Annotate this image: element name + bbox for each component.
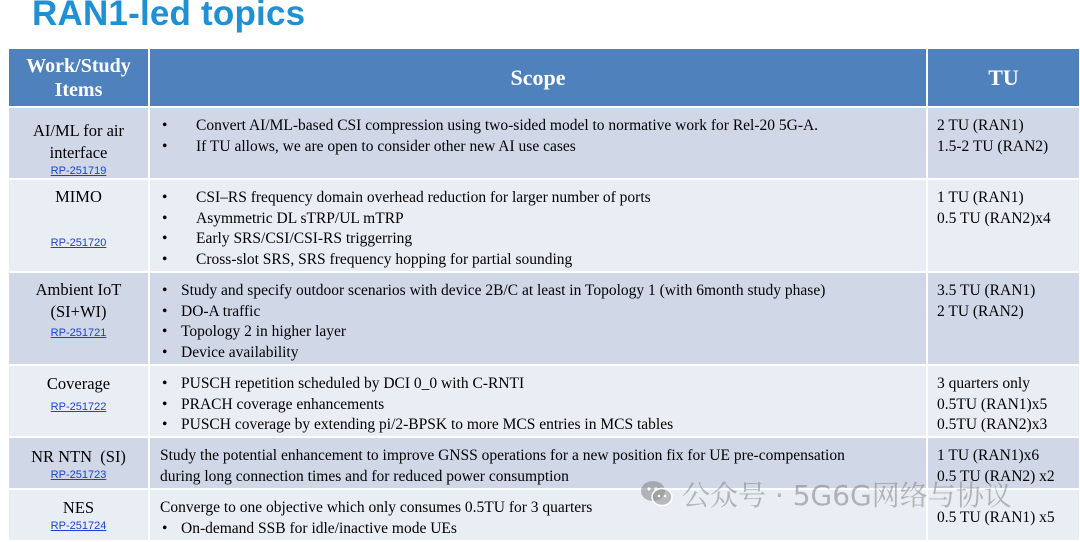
item-ref-link[interactable]: RP-251722 [50, 401, 107, 413]
scope-bullet: • PUSCH coverage by extending pi/2-BPSK to more MCS entries in MCS tables [160, 415, 920, 436]
scope-bullet: • If TU allows, we are open to consider other new AI use cases [160, 137, 920, 158]
scope-bullet: • Early SRS/CSI/CSI-RS triggerring [160, 229, 920, 250]
tu-value: 0.5TU (RAN1)x5 [937, 395, 1048, 413]
item-ref-link[interactable]: RP-251721 [50, 327, 107, 339]
watermark [640, 474, 1012, 514]
item-cell [8, 437, 149, 489]
tu-value: 0.5 TU (RAN1) x5 [937, 509, 1055, 526]
table-row [8, 179, 1080, 272]
item-ref-link[interactable]: RP-251720 [50, 237, 107, 249]
scope-cell [149, 107, 927, 179]
scope-bullet: • Topology 2 in higher layer [160, 322, 920, 343]
scope-bullet: • Cross-slot SRS, SRS frequency hopping for partial sounding [160, 250, 920, 271]
item-name: AI/ML for air interface [32, 121, 125, 162]
item-name: Coverage [46, 374, 111, 393]
scope-bullet: • DO-A traffic [160, 302, 920, 323]
tu-cell [927, 272, 1080, 365]
scope-bullet: • Study and specify outdoor scenarios with device 2B/C at least in Topology 1 (with 6month study phase) [160, 281, 920, 302]
ran1-topics-table [7, 47, 1080, 542]
scope-cell [149, 272, 927, 365]
scope-cell [149, 365, 927, 437]
scope-bullet: • PUSCH repetition scheduled by DCI 0_0 with C-RNTI [160, 374, 920, 395]
item-ref-link[interactable]: RP-251724 [50, 520, 107, 532]
scope-bullet: • Asymmetric DL sTRP/UL mTRP [160, 209, 920, 230]
table-header-row [8, 48, 1080, 107]
scope-bullet: • Convert AI/ML-based CSI compression using two-sided model to normative work for Rel-20 5G-A. [160, 116, 920, 137]
tu-value: 0.5 TU (RAN2) x2 [937, 467, 1055, 485]
tu-value: 1.5-2 TU (RAN2) [937, 137, 1049, 155]
scope-bullet: • PRACH coverage enhancements [160, 395, 920, 416]
tu-value: 0.5 TU (RAN2)x4 [937, 209, 1051, 227]
item-name: NES [62, 498, 95, 517]
item-name: MIMO [55, 187, 102, 206]
header-work-study-items: Work/Study Items [8, 48, 149, 107]
item-ref-link[interactable]: RP-251719 [50, 165, 107, 177]
tu-value: 0.5TU (RAN2)x3 [937, 416, 1048, 433]
item-cell [8, 272, 149, 365]
item-cell [8, 179, 149, 272]
scope-bullet: • On-demand SSB for idle/inactive mode UEs [160, 519, 920, 540]
scope-bullet: • CSI–RS frequency domain overhead reduction for larger number of ports [160, 188, 920, 209]
table-row [8, 107, 1080, 179]
wechat-icon [640, 479, 674, 509]
table-row [8, 365, 1080, 437]
tu-value: 2 TU (RAN2) [937, 302, 1024, 320]
tu-cell [927, 179, 1080, 272]
header-tu: TU [927, 48, 1080, 107]
item-ref-link[interactable]: RP-251723 [50, 469, 107, 481]
tu-value: 3.5 TU (RAN1) [937, 282, 1036, 299]
tu-value: 1 TU (RAN1)x6 [937, 447, 1040, 464]
item-name: Ambient IoT [35, 280, 122, 299]
item-cell [8, 365, 149, 437]
page-title: RAN1-led topics [32, 0, 306, 33]
item-name: (SI+WI) [50, 302, 107, 321]
item-name: NR NTN (SI) [31, 447, 126, 466]
scope-text: Converge to one objective which only consumes 0.5TU for 3 quarters [160, 499, 593, 516]
watermark-text: 公众号 · 5G6G网络与协议 [682, 479, 1012, 512]
scope-cell [149, 179, 927, 272]
tu-value: 2 TU (RAN1) [937, 117, 1024, 134]
item-cell [8, 489, 149, 541]
tu-cell [927, 107, 1080, 179]
scope-text: during long connection times and for reduced power consumption [160, 467, 569, 485]
table-row [8, 272, 1080, 365]
scope-text: Study the potential enhancement to improve GNSS operations for a new position fix for UE pre-compensation [160, 447, 845, 464]
header-scope: Scope [149, 48, 927, 107]
tu-cell [927, 365, 1080, 437]
tu-value: 1 TU (RAN1) [937, 189, 1024, 206]
item-cell [8, 107, 149, 179]
tu-value: 3 quarters only [937, 375, 1030, 392]
scope-bullet: • Device availability [160, 343, 920, 364]
